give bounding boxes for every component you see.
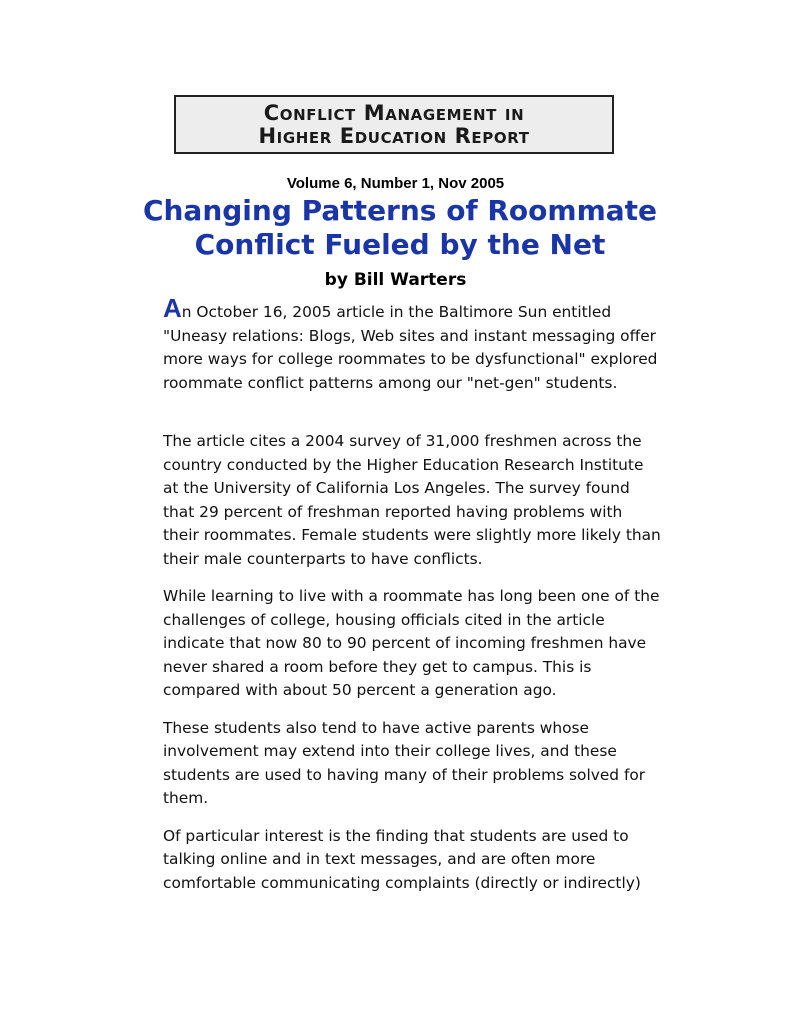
report-masthead-logo bbox=[174, 95, 614, 154]
masthead-line-2: Higher Education Report bbox=[258, 123, 530, 148]
paragraph-3: While learning to live with a roommate has long been one of the challenges of college, housing officials cited in the article indicate that now 80 to 90 percent of incoming freshmen have never shared a room before they get to campus. This is compared with about 50 percent a generation ago. bbox=[163, 587, 660, 699]
paragraph-5: Of particular interest is the finding that students are used to talking online and in text messages, and are often more comfortable communicating complaints (directly or indirectly) bbox=[163, 826, 641, 892]
article-body bbox=[163, 293, 663, 895]
title-line-1: Changing Patterns of Roommate bbox=[142, 194, 658, 227]
paragraph-2: The article cites a 2004 survey of 31,000 freshmen across the country conducted by the Higher Education Research Institute at the University of California Los Angeles. The survey found that 29 percent of freshman reported having problems with their roommates. Female students were slightly more likely than their male counterparts to have conflicts. bbox=[163, 432, 661, 568]
article-title bbox=[120, 194, 680, 262]
title-line-2: Conflict Fueled by the Net bbox=[194, 228, 606, 261]
paragraph-1-text: n October 16, 2005 article in the Baltimore Sun entitled "Uneasy relations: Blogs, Web sites and instant messaging offer more ways for college roommates to be dysfunctional" explored roommate conflict patterns among our "net-gen" students. bbox=[163, 303, 658, 392]
issue-info: Volume 6, Number 1, Nov 2005 bbox=[286, 175, 505, 192]
drop-cap: A bbox=[163, 293, 182, 323]
paragraph-4: These students also tend to have active parents whose involvement may extend into their college lives, and these students are used to having many of their problems solved for them. bbox=[163, 718, 646, 807]
masthead-line-1: Conflict Management in bbox=[263, 100, 525, 125]
paragraph-1 bbox=[163, 293, 663, 395]
article-byline: by Bill Warters bbox=[324, 270, 467, 290]
